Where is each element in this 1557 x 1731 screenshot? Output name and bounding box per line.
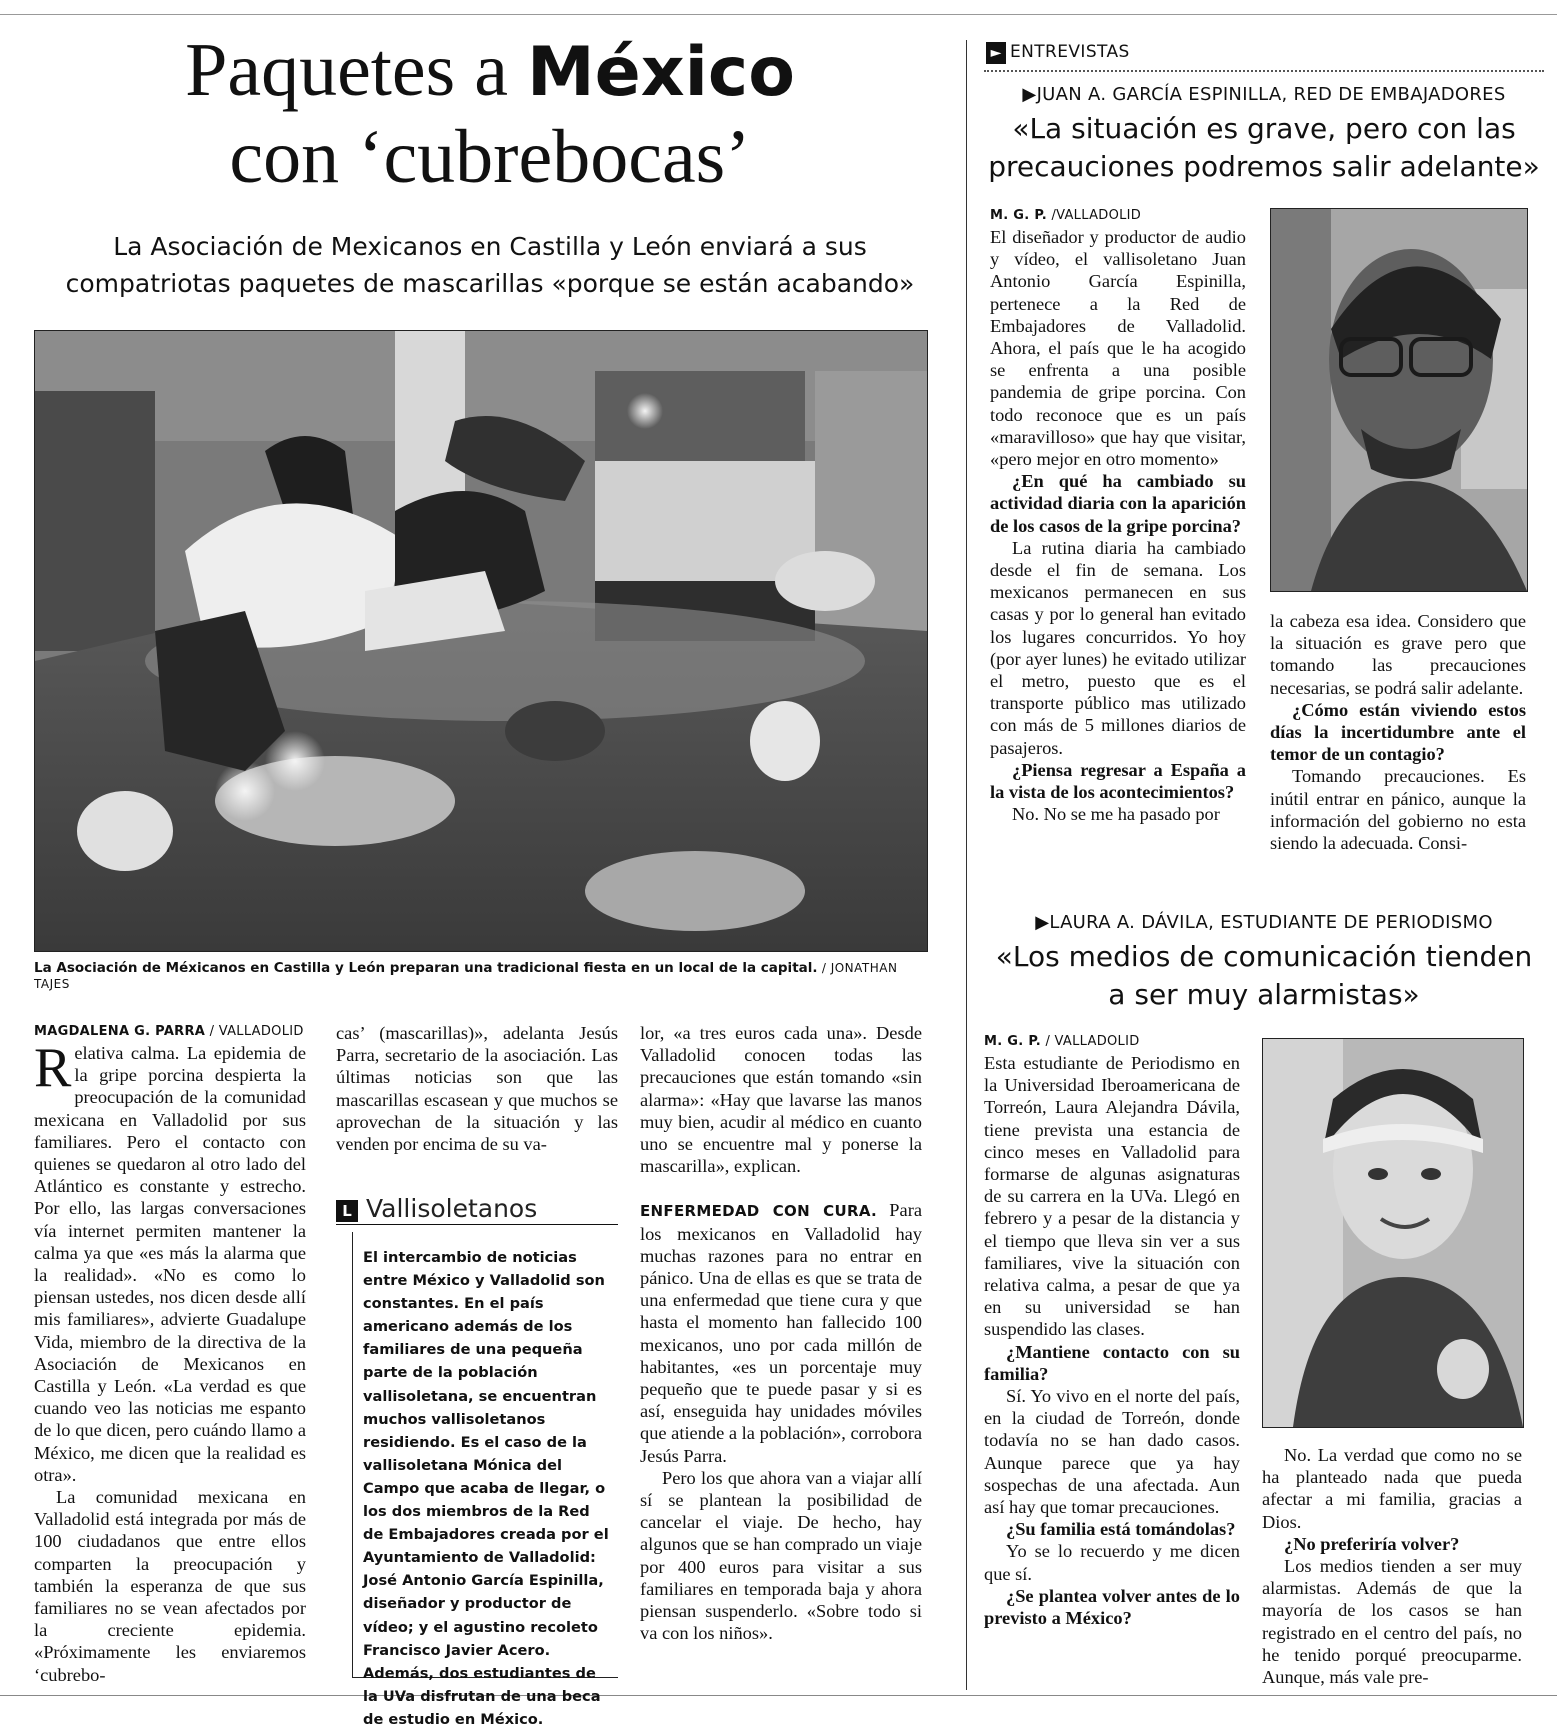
interview2-answer-2: Yo se lo recuerdo y me dicen que sí.: [984, 1541, 1240, 1584]
interview1-answer-2-cont: la cabeza esa idea. Considero que la situación es grave pero que tomando las precauciones necesarias, se podrá salir adelante.: [1270, 611, 1526, 698]
section-lead: ENFERMEDAD CON CURA.: [640, 1202, 878, 1221]
interview1-intro: El diseñador y productor de audio y vídeo, el vallisoletano Juan Antonio García Espinilla, pertenece a la Red de Embajadores de Valladolid. Ahora, el país que le ha acogido se enfrenta a una posible pandemia de gripe porcina. Con todo reconoce que es un país «maravilloso» que hay que visitar, «pero mejor en otro momento»: [990, 227, 1246, 470]
interview2-question-4: ¿No preferiría volver?: [1284, 1533, 1460, 1554]
entrevistas-label: ENTREVISTAS: [1010, 42, 1130, 62]
paragraph: cas’ (mascarillas)», adelanta Jesús Parra, secretario de la asociación. Las últimas noticias son que las mascarillas escasean y que muchos se aprovechan de la situación y las venden por encima de su va-: [336, 1023, 618, 1155]
interview2-question-3: ¿Se plantea volver antes de lo previsto a México?: [984, 1585, 1240, 1629]
paragraph-text: elativa calma. La epidemia de la gripe porcina despierta la preocupación de la comunidad mexicana en Valladolid por sus familiares. Pero el contacto con quienes se quedaron al otro lado del Atlántico es constante y estrecho. Por ello, las largas conversaciones vía internet permiten mantener la calma ya que «es más la alarma que la realidad». «No es como lo piensan ustedes, nos dicen desde allí mis familiares», advierte Guadalupe Vida, miembro de la directiva de la Asociación de Mexicanos en Castilla y León. «La verdad es que cuando veo las noticias me espanto de lo que dicen, pero cuándo llamo a México, me dicen que la realidad es otra».: [34, 1043, 306, 1485]
byline-name: MAGDALENA G. PARRA: [34, 1024, 206, 1039]
bottom-rule: [0, 1695, 1557, 1696]
sidebar-section-icon: L: [336, 1200, 358, 1222]
interview2-question-2: ¿Su familia está tomándolas?: [1006, 1519, 1236, 1540]
interview1-photo: [1270, 208, 1528, 592]
byline-place: / VALLADOLID: [205, 1024, 304, 1039]
main-photo: [34, 330, 928, 952]
photo-caption: [34, 960, 934, 992]
interview1-byline: [990, 206, 1246, 226]
paragraph: Pero los que ahora van a viajar allí sí se plantean la posibilidad de cancelar el viaje. De hecho, hay algunos que se han comprado un viaje por 400 euros para visitar a sus familiares en temporada baja y ahora piensan suspenderlo. «Sobre todo si va con los niños».: [640, 1467, 922, 1644]
column-divider: [966, 40, 967, 1690]
interview2-column-left: [984, 1032, 1240, 1629]
sidebar-body: El intercambio de noticias entre México y Valladolid son constantes. En el país americano además de los familiares de una pequeña parte de la población vallisoletana, se encuentran muchos vallisoletanos residiendo. Es el caso de la vallisoletana Mónica del Campo que acaba de llegar, o los dos miembros de la Red de Embajadores creada por el Ayuntamiento de Valladolid: José Antonio García Espinilla, diseñador y productor de vídeo; y el agustino recoleto Francisco Javier Acero. Además, dos estudiantes de la UVa disfrutan de una beca de estudio en México.: [363, 1249, 609, 1728]
interview2-quote-line2: a ser muy alarmistas»: [1108, 978, 1420, 1011]
interview1-question-1: ¿En qué ha cambiado su actividad diaria con la aparición de los casos de la gripe porcina?: [990, 471, 1246, 536]
interview1-answer-3: Tomando precauciones. Es inútil entrar en pánico, aunque la información del gobierno no esta siendo la adecuada. Consi-: [1270, 766, 1526, 854]
paragraph: La comunidad mexicana en Valladolid está integrada por más de 100 ciudadanos que entre ellos comparten la preocupación y también la esperanza de que sus familiares no se vean afectados por la creciente epidemia. «Próximamente les enviaremos ‘cubrebo-: [34, 1487, 306, 1685]
paragraph-text: Para los mexicanos en Valladolid hay muchas razones para no entrar en pánico. Una de ellas es que se trata de una enfermedad que tiene cura y que hasta el momento han fallecido 100 mexicanos, uno por cada millón de habitantes, «es un porcentaje muy pequeño que te puede pasar y si es así, enseguida hay unidades móviles que atiende a la población», corrobora Jesús Parra.: [640, 1200, 922, 1466]
interview2-byline-place: / VALLADOLID: [1041, 1034, 1140, 1049]
portrait-man-image: [1271, 209, 1527, 591]
interview1-answer-1: La rutina diaria ha cambiado desde el fin de semana. Los mexicanos permanecen en sus casas y por lo general han evitado los lugares concurridos. Yo hoy (por ayer lunes) he evitado utilizar el metro, puesto que es el transporte público mas utilizado con más de 5 millones diarios de pasajeros.: [990, 537, 1246, 758]
interview1-column-left: [990, 206, 1246, 825]
subhead-line2: compatriotas paquetes de mascarillas «porque se están acabando»: [65, 269, 915, 298]
interview1-kicker: ▶JUAN A. GARCÍA ESPINILLA, RED DE EMBAJADORES: [1022, 84, 1506, 105]
headline-line1-pre: Paquetes a: [185, 28, 527, 112]
sidebar-box: [352, 1232, 618, 1728]
interview1-question-2: ¿Piensa regresar a España a la vista de los acontecimientos?: [990, 759, 1246, 803]
drop-cap: R: [34, 1037, 72, 1099]
interview1-byline-name: M. G. P.: [990, 208, 1048, 223]
interview1-quote-line2: precauciones podremos salir adelante»: [988, 150, 1540, 183]
sidebar-title: Vallisoletanos: [366, 1194, 538, 1223]
article-column-1: [34, 1022, 306, 1686]
interview1-column-right: [1270, 610, 1526, 854]
interview2-answer-4: Los medios tienden a ser muy alarmistas. Además de que la mayoría de los casos se han registrado en el centro del país, no he tenido porqué preocuparme. Aunque, más vale pre-: [1262, 1556, 1522, 1688]
interview1-answer-2: No. No se me ha pasado por: [1012, 804, 1220, 825]
interview2-intro: Esta estudiante de Periodismo en la Universidad Iberoamericana de Torreón, Laura Alejandra Dávila, tiene prevista una estancia de cinco meses en Valladolid para formarse de algunas asignaturas de su carrera en la UVa. Llegó en febrero y a pesar de la distancia y el tiempo que lleva sin ver a sus familiares, vive la situación con relativa calma, a pesar de que ya en su universidad se han suspendido las clases.: [984, 1053, 1240, 1340]
headline-line2: con ‘cubrebocas’: [229, 115, 751, 199]
article-column-2: [336, 1022, 618, 1155]
interview2-column-right: [1262, 1444, 1522, 1688]
interview2-answer-1: Sí. Yo vivo en el norte del país, en la ciudad de Torreón, donde todavía no se han dado casos. Aunque parece que ya hay sospechas de una afectada. Aun así hay que tomar precauciones.: [984, 1386, 1240, 1518]
headline-line1-bold: México: [526, 33, 795, 112]
caption-text: La Asociación de Méxicanos en Castilla y León preparan una tradicional fiesta en un local de la capital.: [34, 960, 818, 976]
interview2-photo: [1262, 1038, 1524, 1428]
interview2-quote: [984, 938, 1544, 1014]
article-column-3: [640, 1022, 922, 1644]
entrevistas-icon: ►: [986, 42, 1006, 64]
interview2-kicker: ▶LAURA A. DÁVILA, ESTUDIANTE DE PERIODISMO: [1035, 912, 1493, 933]
interview1-question-3: ¿Cómo están viviendo estos días la incertidumbre ante el temor de un contagio?: [1270, 699, 1526, 765]
interview2-quote-line1: «Los medios de comunicación tienden: [995, 940, 1533, 973]
portrait-woman-image: [1263, 1039, 1523, 1427]
paragraph: [34, 1037, 306, 1486]
interview1-byline-place: /VALLADOLID: [1047, 208, 1142, 223]
interview2-answer-3: No. La verdad que como no se ha planteado nada que pueda afectar a mi familia, gracias a Dios.: [1262, 1445, 1522, 1532]
paragraph: [640, 1199, 922, 1466]
subheadline: [40, 228, 940, 302]
interview2-byline-name: M. G. P.: [984, 1034, 1042, 1049]
interview2-byline: [984, 1032, 1240, 1052]
paragraph: lor, «a tres euros cada una». Desde Valladolid conocen todas las precauciones que están tomando «sin alarma»: «Hay que lavarse las manos muy bien, acudir al médico en cuanto uno se encuentre mal y ponerse la mascarilla», explican.: [640, 1023, 922, 1177]
photo-credit: / JONATHAN TAJES: [34, 961, 898, 991]
headline: [40, 28, 940, 199]
altar-scene-image: [35, 331, 927, 951]
interview1-quote: [984, 110, 1544, 186]
top-rule: [0, 14, 1557, 15]
interview2-question-1: ¿Mantiene contacto con su familia?: [984, 1341, 1240, 1384]
subhead-line1: La Asociación de Mexicanos en Castilla y León enviará a sus: [113, 232, 867, 261]
interview1-quote-line1: «La situación es grave, pero con las: [1012, 112, 1516, 145]
article-byline: [34, 1022, 306, 1042]
